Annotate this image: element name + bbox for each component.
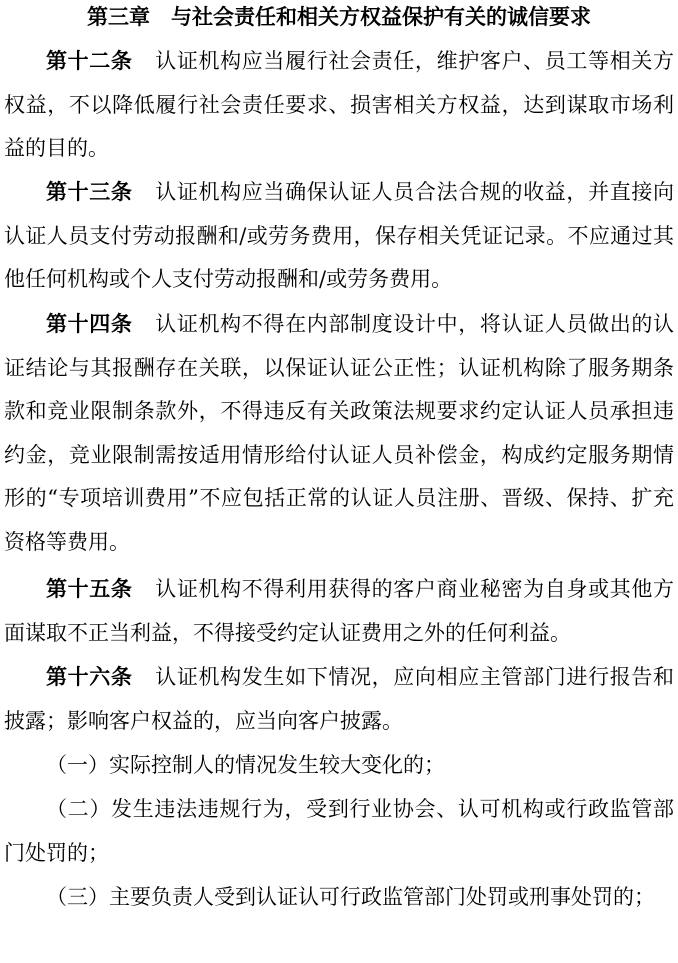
article-number: 第十五条	[46, 577, 133, 601]
article-15	[4, 568, 674, 655]
list-item: （一）实际控制人的情况发生较大变化的；	[46, 753, 445, 777]
list-item: （二）发生违法违规行为，受到行业协会、认可机构或行政监管部门处罚的；	[4, 797, 674, 865]
article-number: 第十二条	[46, 49, 133, 73]
article-text: 认证机构发生如下情况，应向相应主管部门进行报告和披露；影响客户权益的，应当向客户披露。	[4, 665, 675, 733]
article-text: 认证机构应当确保认证人员合法合规的收益，并直接向认证人员支付劳动报酬和/或劳务费用，保存相关凭证记录。不应通过其他任何机构或个人支付劳动报酬和/或劳务费用。	[4, 180, 675, 292]
article-number: 第十三条	[46, 180, 133, 204]
article-13	[4, 171, 674, 302]
article-12	[4, 40, 674, 171]
article-text: 认证机构应当履行社会责任，维护客户、员工等相关方权益，不以降低履行社会责任要求、损害相关方权益，达到谋取市场利益的目的。	[4, 49, 675, 161]
article-number: 第十四条	[46, 312, 133, 336]
article-number: 第十六条	[46, 665, 133, 689]
article-16	[4, 656, 674, 743]
article-14	[4, 303, 674, 565]
article-text: 认证机构不得利用获得的客户商业秘密为自身或其他方面谋取不正当利益，不得接受约定认证费用之外的任何利益。	[4, 577, 675, 645]
chapter-title: 第三章 与社会责任和相关方权益保护有关的诚信要求	[87, 5, 591, 29]
article-text: 认证机构不得在内部制度设计中，将认证人员做出的认证结论与其报酬存在关联，以保证认证公正性；认证机构除了服务期条款和竞业限制条款外，不得违反有关政策法规要求约定认证人员承担违约金，竞业限制需按适用情形给付认证人员补偿金，构成约定服务期情形的“专项培训费用”不应包括正常的认证人员注册、晋级、保持、扩充资格等费用。	[4, 312, 675, 554]
list-item: （三）主要负责人受到认证认可行政监管部门处罚或刑事处罚的；	[46, 885, 655, 909]
